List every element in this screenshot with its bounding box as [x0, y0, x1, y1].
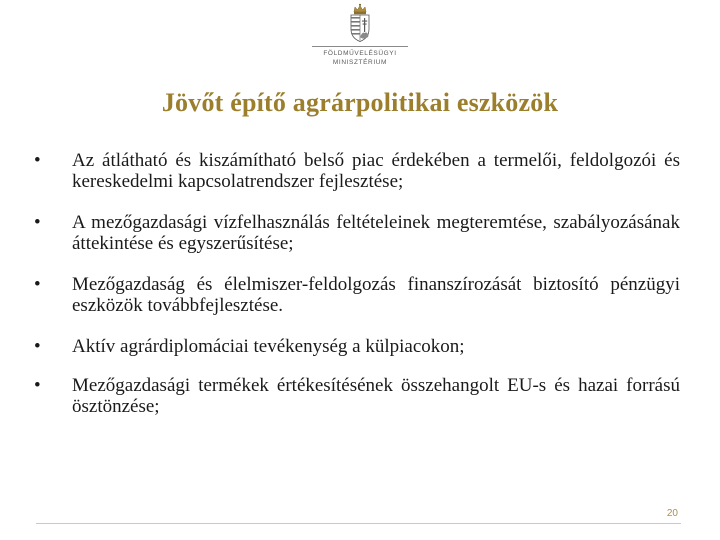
footer-divider: [36, 523, 681, 524]
ministry-name-line-1: FÖLDMŰVELÉSÜGYI: [323, 50, 397, 57]
bullet-text: Az átlátható és kiszámítható belső piac érdekében a termelői, feldolgozói és kereskedelmi kapcsolatrendszer fejlesztése;: [72, 150, 680, 192]
bullet-dot-icon: •: [34, 150, 41, 171]
bullet-item: [30, 212, 680, 254]
bullet-text: A mezőgazdasági vízfelhasználás feltételeinek megteremtése, szabályozásának áttekintése és egyszerűsítése;: [72, 212, 680, 254]
slide-title: Jövőt építő agrárpolitikai eszközök: [161, 88, 559, 117]
bullet-dot-icon: •: [34, 274, 41, 295]
ministry-logo: [300, 3, 420, 71]
bullet-dot-icon: •: [34, 336, 41, 357]
bullet-item: [30, 150, 680, 192]
bullet-text: Aktív agrárdiplomáciai tevékenység a külpiacokon;: [72, 336, 465, 357]
bullet-dot-icon: •: [34, 375, 41, 396]
logo-divider: [312, 46, 408, 47]
bullet-item: [30, 375, 680, 417]
bullet-item: [30, 336, 680, 357]
bullet-text: Mezőgazdasági termékek értékesítésének összehangolt EU-s és hazai forrású ösztönzése;: [72, 375, 680, 417]
bullet-item: [30, 274, 680, 316]
bullet-text: Mezőgazdaság és élelmiszer-feldolgozás finanszírozását biztosító pénzügyi eszközök továbbfejlesztése.: [72, 274, 680, 316]
bullet-dot-icon: •: [34, 212, 41, 233]
hungarian-coat-of-arms-icon: [347, 3, 373, 43]
ministry-name-line-2: MINISZTÉRIUM: [332, 59, 388, 66]
page-number: 20: [666, 508, 678, 519]
bullet-list: [30, 150, 680, 417]
